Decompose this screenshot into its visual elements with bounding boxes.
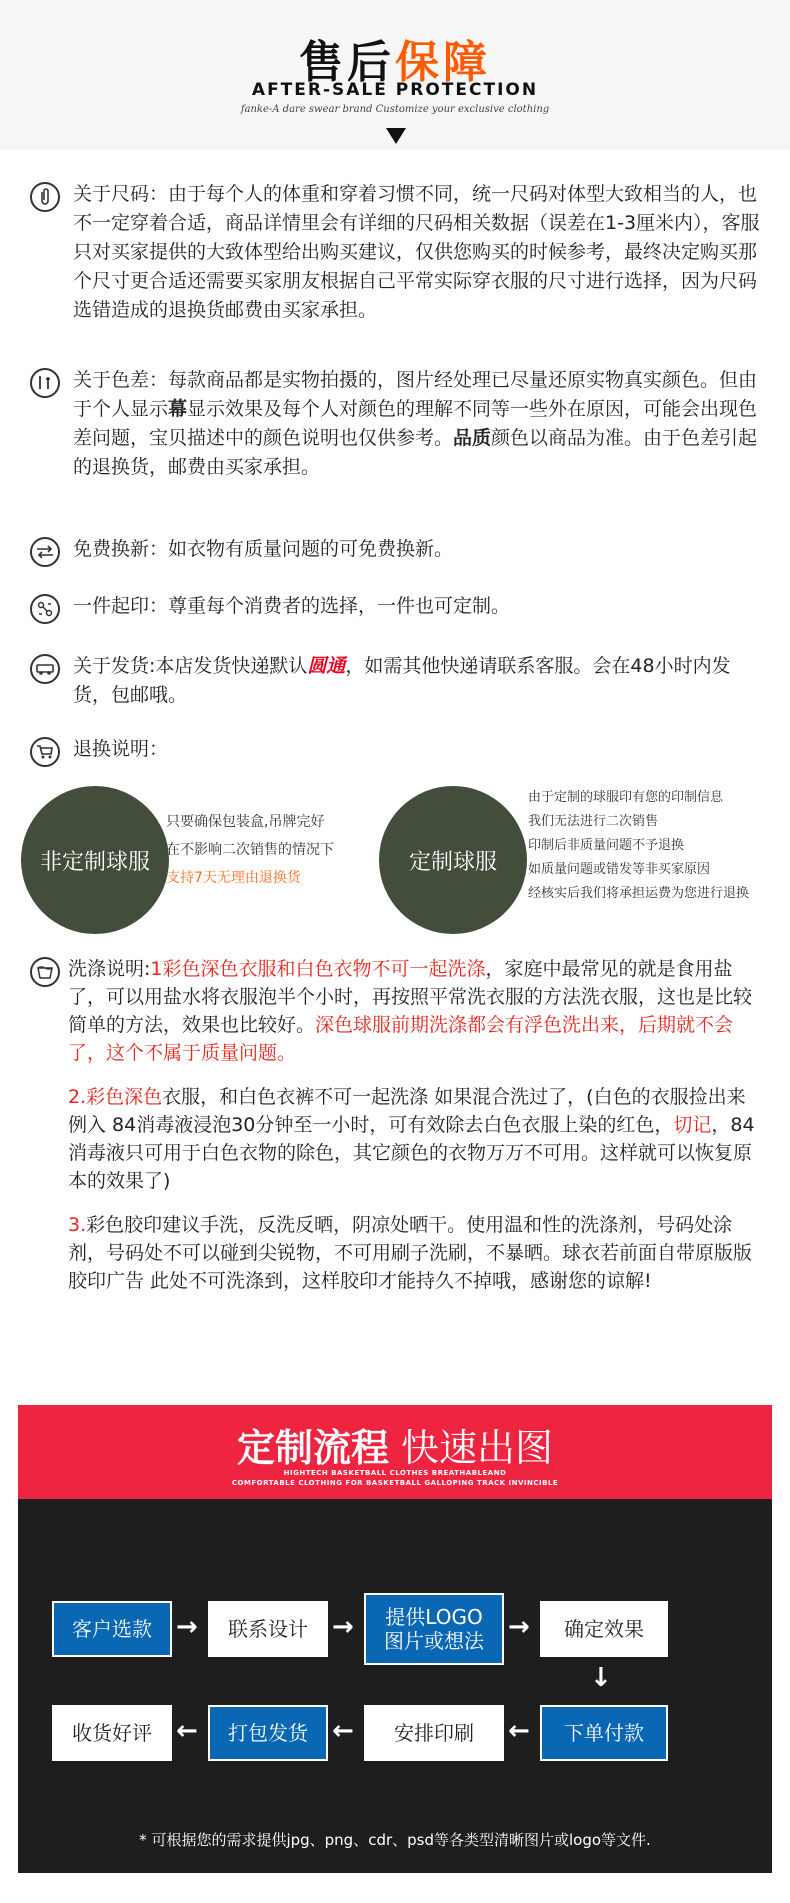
wash-paragraph-2 — [68, 1083, 760, 1195]
process-subtitle-1: HIGHTECH BASKETBALL CLOTHES BREATHABLEAND — [283, 1469, 507, 1477]
section-returns — [30, 735, 760, 764]
process-banner — [18, 1405, 772, 1499]
step-confirm-effect: 确定效果 — [540, 1601, 668, 1657]
wash-rule-3: 3. — [68, 1214, 87, 1236]
arrow-left-icon: ← — [176, 1716, 198, 1746]
courier-brand: 圆通 — [307, 655, 346, 677]
truck-icon — [30, 654, 60, 684]
page-subtitle: AFTER-SALE PROTECTION — [251, 80, 539, 100]
tools-icon — [30, 368, 60, 398]
custom-note-1: 由于定制的球服印有您的印制信息 — [528, 790, 724, 805]
custom-note-3: 印制后非质量问题不予退换 — [528, 838, 685, 853]
custom-note-2: 我们无法进行二次销售 — [528, 814, 659, 829]
step-place-order: 下单付款 — [540, 1705, 668, 1761]
arrow-left-icon: ← — [332, 1716, 354, 1746]
step-choose-style: 客户选款 — [52, 1601, 172, 1657]
color-text-e: 颜色以商品为准。由于色差引起的退换货，邮费由买家承担。 — [73, 427, 758, 478]
color-text-a: 关于色差：每款商品都是实物拍摄的，图片经处理已尽量还原实物真实颜色。但由于个人显示 — [73, 369, 758, 420]
color-text — [73, 366, 760, 482]
custom-note-4: 如质量问题或错发等非买家原因 — [528, 862, 711, 877]
custom-note-5: 经核实后我们将承担运费为您进行退换 — [528, 886, 750, 901]
file-format-note: * 可根据您的需求提供jpg、png、cdr、psd等各类型清晰图片或logo等文件. — [139, 1831, 651, 1849]
returns-title: 退换说明： — [73, 738, 169, 760]
customization-process — [18, 1405, 772, 1873]
wash-text-1: ，家庭中最常见的就是食用盐了，可以用盐水将衣服泡半个小时，再按照平常洗衣服的方法洗衣服，这也是比较简单的方法，效果也比较好。 — [68, 958, 753, 1036]
title-accent: 保障 — [395, 37, 491, 88]
color-text-b: 幕 — [168, 398, 188, 420]
section-size — [30, 180, 760, 325]
wash-rule-2: 2.彩色深色 — [68, 1086, 163, 1108]
arrow-right-icon: → — [176, 1612, 198, 1642]
section-washing — [30, 955, 760, 1295]
step-pack-ship: 打包发货 — [208, 1705, 328, 1761]
non-custom-highlight: 支持7天无理由退换货 — [166, 870, 301, 886]
title-main: 售后 — [299, 37, 395, 88]
non-custom-circle: 非定制球服 — [21, 786, 169, 934]
process-title-rest: 快速出图 — [388, 1426, 554, 1470]
section-shipping — [30, 652, 760, 710]
exchange-text: 免费换新：如衣物有质量问题的可免费换新。 — [73, 538, 454, 560]
color-text-d: 品质 — [453, 427, 492, 449]
wash-warning-1: 深色球服前期洗涤都会有浮色洗出来，后期就不会了，这个不属于质量问题。 — [68, 1014, 734, 1064]
arrow-right-icon: → — [332, 1612, 354, 1642]
size-text: 关于尺码：由于每个人的体重和穿着习惯不同，统一尺码对体型大致相当的人，也不一定穿着合适，商品详情里会有详细的尺码相关数据（误差在1-3厘米内），客服只对买家提供的大致体型给出购买建议，仅供您购买的时候参考，最终决定购买那个尺寸更合适还需要买家朋友根据自己平常实际穿衣服的尺寸进行选择，因为尺码选错造成的退换货邮费由买家承担。 — [73, 183, 760, 321]
step-contact-design: 联系设计 — [208, 1601, 328, 1657]
non-custom-notes — [166, 808, 334, 892]
custom-notes — [528, 786, 749, 906]
step-provide-logo: 提供LOGO 图片或想法 — [364, 1593, 504, 1665]
wash-text-3: 彩色胶印建议手洗，反洗反晒，阴凉处晒干。使用温和性的洗涤剂，号码处涂剂，号码处不可以碰到尖锐物，不可用刷子洗刷，不暴晒。球衣若前面自带原版版胶印广告 此处不可洗涤到，这样胶印才能持久不掉哦，感谢您的谅解! — [68, 1214, 753, 1292]
paperclip-icon — [30, 182, 60, 212]
single-print-text: 一件起印：尊重每个消费者的选择，一件也可定制。 — [73, 595, 511, 617]
custom-circle: 定制球服 — [379, 786, 527, 934]
exchange-icon — [30, 537, 60, 567]
print-icon — [30, 594, 60, 624]
process-title-bold: 定制流程 — [236, 1426, 389, 1470]
arrow-left-icon: ← — [508, 1716, 530, 1746]
wash-rule-1: 1彩色深色衣服和白色衣物不可一起洗涤 — [150, 958, 486, 980]
process-title — [18, 1417, 772, 1472]
wash-text-2b: ，84消毒液只可用于白色衣物的除色，其它颜色的衣物万万不可用。这样就可以恢复原本的效果了) — [68, 1114, 755, 1192]
arrow-down-icon: ↓ — [590, 1663, 612, 1693]
wash-icon — [30, 957, 60, 987]
section-color — [30, 366, 760, 482]
brand-tagline: fanke-A dare swear brand Customize your exclusive clothing — [240, 104, 550, 115]
wash-paragraph-1 — [68, 955, 760, 1067]
cart-icon — [30, 737, 60, 767]
step-arrange-print: 安排印刷 — [364, 1705, 504, 1761]
section-single-print — [30, 592, 760, 621]
shipping-text-a: 关于发货:本店发货快递默认 — [73, 655, 308, 677]
down-triangle-icon — [386, 128, 406, 144]
non-custom-note-1: 只要确保包装盒,吊牌完好 — [166, 814, 325, 830]
color-text-c: 显示效果及每个人对颜色的理解不同等一些外在原因，可能会出现色差问题，宝贝描述中的颜色说明也仅供参考。 — [73, 398, 758, 449]
wash-remember: 切记 — [673, 1114, 712, 1136]
after-sale-header — [0, 0, 790, 150]
arrow-right-icon: → — [508, 1612, 530, 1642]
shipping-text-b: ，如需其他快递请联系客服。会在48小时内发货，包邮哦。 — [73, 655, 731, 706]
wash-paragraph-3 — [68, 1211, 760, 1295]
section-exchange — [30, 535, 760, 564]
shipping-text — [73, 652, 760, 710]
wash-label: 洗涤说明: — [68, 958, 151, 980]
process-subtitle-2: COMFORTABLE CLOTHING FOR BASKETBALL GALLOPING TRACK INVINCIBLE — [231, 1479, 559, 1487]
step-good-review: 收货好评 — [52, 1705, 172, 1761]
non-custom-note-2: 在不影响二次销售的情况下 — [166, 842, 334, 858]
wash-text-2a: 衣服，和白色衣裤不可一起洗涤 如果混合洗过了，(白色的衣服捡出来例入 84消毒液浸泡30分钟至一小时，可有效除去白色衣服上染的红色， — [68, 1086, 746, 1136]
